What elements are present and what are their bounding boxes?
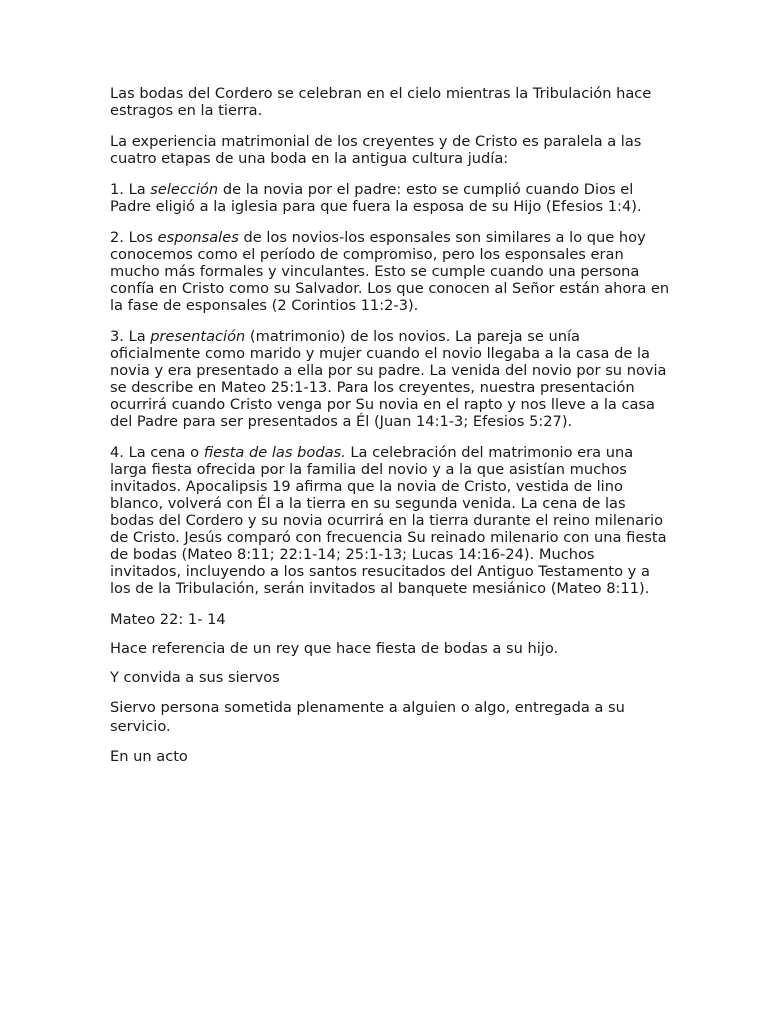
paragraph-reference: Mateo 22: 1- 14 <box>110 611 226 628</box>
paragraph-stage-2 <box>110 229 670 314</box>
paragraph-stage-3 <box>110 328 670 430</box>
stage-4-text: La celebración del matrimonio era una larga fiesta ofrecida por la familia del novio y a la que asistían muchos invitados. Apocalipsis 19 afirma que la novia de Cristo, vestida de lino blanco, volverá con Él a la tierra en su segunda venida. La cena de las bodas del Cordero y su novia ocurrirá en la tierra durante el reino milenario de Cristo. Jesús comparó con frecuencia Su reinado milenario con una fiesta de bodas (Mateo 8:11; 22:1-14; 25:1-13; Lucas 14:16-24). Muchos invitados, incluyendo a los santos resucitados del Antiguo Testamento y a los de la Tribulación, serán invitados al banquete mesiánico (Mateo 8:11). <box>110 444 667 597</box>
paragraph-definition: Siervo persona sometida plenamente a alguien o algo, entregada a su servicio. <box>110 699 625 735</box>
paragraph-stages-intro: La experiencia matrimonial de los creyentes y de Cristo es paralela a las cuatro etapas de una boda en la antigua cultura judía: <box>110 133 642 167</box>
stage-1-term: selección <box>150 181 219 198</box>
stage-1-text: de la novia por el padre: esto se cumplió cuando Dios el Padre eligió a la iglesia para que fuera la esposa de su Hijo (Efesios 1:4). <box>110 181 642 215</box>
stage-2-prefix: 2. Los <box>110 229 158 246</box>
paragraph-intro: Las bodas del Cordero se celebran en el cielo mientras la Tribulación hace estragos en la tierra. <box>110 85 652 119</box>
stage-4-term: fiesta de las bodas. <box>203 444 346 461</box>
paragraph-king: Hace referencia de un rey que hace fiesta de bodas a su hijo. <box>110 640 559 657</box>
stage-3-prefix: 3. La <box>110 328 151 345</box>
stage-2-term: esponsales <box>157 229 239 246</box>
paragraph-stage-1 <box>110 181 670 215</box>
stage-2-text: de los novios-los esponsales son similares a lo que hoy conocemos como el período de compromiso, pero los esponsales eran mucho más formales y vinculantes. Esto se cumple cuando una persona confía en Cristo como su Salvador. Los que conocen al Señor están ahora en la fase de esponsales (2 Corintios 11:2-3). <box>110 229 670 314</box>
document-page <box>110 85 670 779</box>
stage-3-text: (matrimonio) de los novios. La pareja se unía oficialmente como marido y mujer cuando el novio llegaba a la casa de la novia y era presentado a ella por su padre. La venida del novio por su novia se describe en Mateo 25:1-13. Para los creyentes, nuestra presentación ocurrirá cuando Cristo venga por Su novia en el rapto y nos lleve a la casa del Padre para ser presentados a Él (Juan 14:1-3; Efesios 5:27). <box>110 328 667 430</box>
stage-1-prefix: 1. La <box>110 181 151 198</box>
stage-3-term: presentación <box>150 328 246 345</box>
paragraph-servants: Y convida a sus siervos <box>110 669 280 686</box>
paragraph-stage-4 <box>110 444 670 597</box>
stage-4-prefix: 4. La cena o <box>110 444 204 461</box>
paragraph-final: En un acto <box>110 748 188 765</box>
